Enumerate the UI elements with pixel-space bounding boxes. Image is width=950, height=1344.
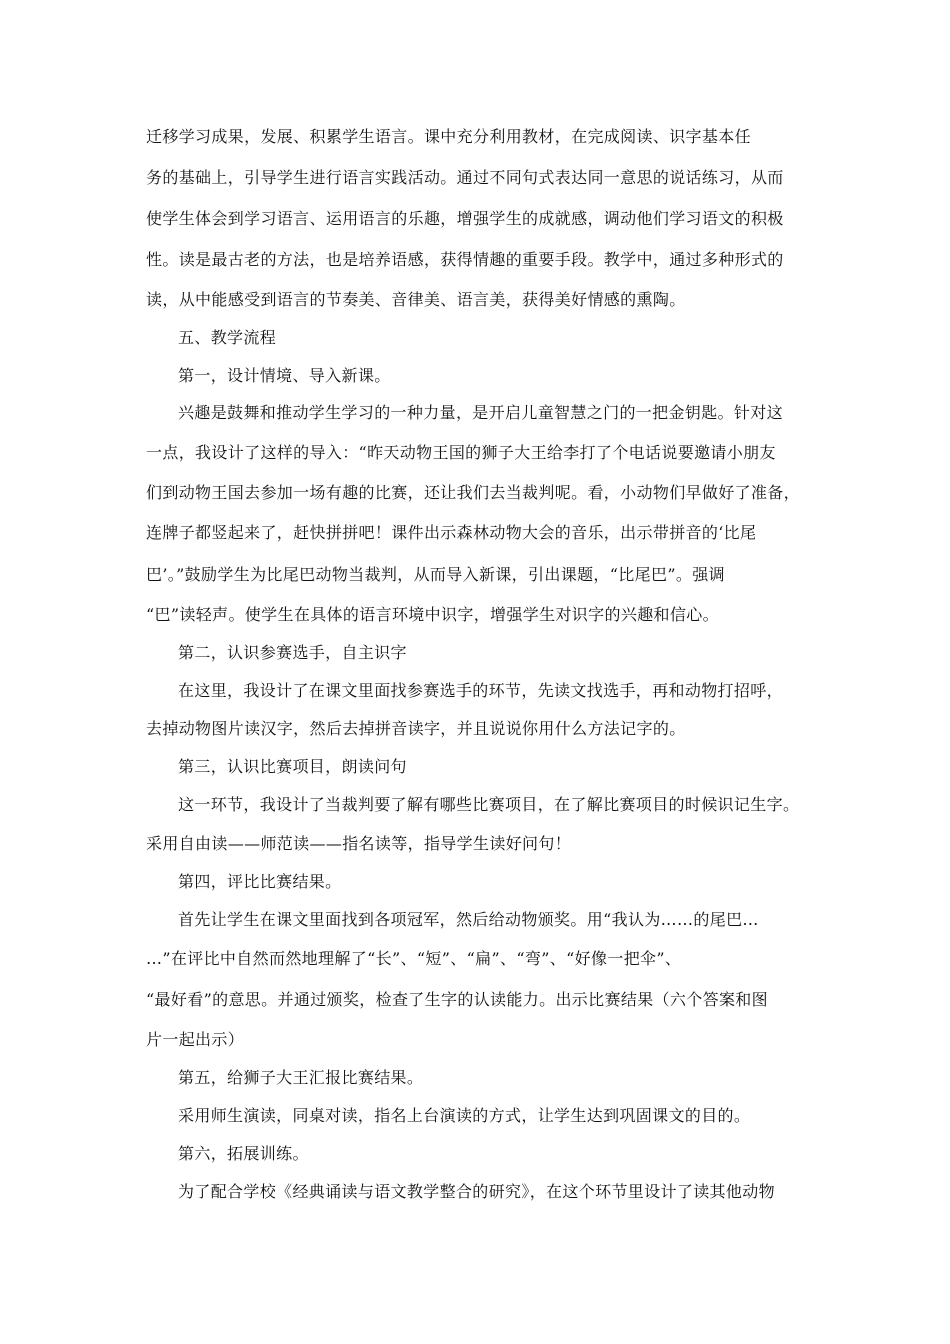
body-line: 兴趣是鼓舞和推动学生学习的一种力量，是开启儿童智慧之门的一把金钥匙。针对这 xyxy=(178,403,783,422)
body-line: 使学生体会到学习语言、运用语言的乐趣，增强学生的成就感，调动他们学习语文的积极 xyxy=(146,209,784,228)
step-heading: 第五，给狮子大王汇报比赛结果。 xyxy=(178,1068,424,1087)
step-heading: 第二，认识参赛选手，自主识字 xyxy=(178,643,407,662)
step-heading: 第六，拓展训练。 xyxy=(178,1144,309,1163)
body-line: 性。读是最古老的方法，也是培养语感，获得情趣的重要手段。教学中，通过多种形式的 xyxy=(146,250,784,269)
body-line: 为了配合学校《经典诵读与语文教学整合的研究》，在这个环节里设计了读其他动物 xyxy=(178,1182,775,1201)
body-line: 这一环节，我设计了当裁判要了解有哪些比赛项目，在了解比赛项目的时候识记生字。 xyxy=(178,795,800,814)
body-line: 采用师生演读，同桌对读，指名上台演读的方式，让学生达到巩固课文的目的。 xyxy=(178,1106,751,1125)
body-line: 们到动物王国去参加一场有趣的比赛，还让我们去当裁判呢。看，小动物们早做好了准备， xyxy=(146,483,801,502)
body-line: 采用自由读——师范读——指名读等，指导学生读好问句！ xyxy=(146,834,572,853)
step-heading: 第三，认识比赛项目，朗读问句 xyxy=(178,757,407,776)
body-line: 迁移学习成果，发展、积累学生语言。课中充分利用教材，在完成阅读、识字基本任 xyxy=(146,127,751,146)
body-line: “巴”读轻声。使学生在具体的语言环境中识字，增强学生对识字的兴趣和信心。 xyxy=(146,605,719,624)
section-heading: 五、教学流程 xyxy=(178,328,277,347)
body-line: 一点，我设计了这样的导入：“昨天动物王国的狮子大王给李打了个电话说要邀请小朋友 xyxy=(146,443,776,462)
body-line: 务的基础上，引导学生进行语言实践活动。通过不同句式表达同一意思的说话练习，从而 xyxy=(146,168,784,187)
step-heading: 第一，设计情境、导入新课。 xyxy=(178,366,391,385)
body-line: “最好看”的意思。并通过颁奖，检查了生字的认读能力。出示比赛结果（六个答案和图 xyxy=(146,990,769,1009)
body-line: …”在评比中自然而然地理解了“长”、“短”、“扁”、“弯”、“好像一把伞”、 xyxy=(146,949,682,968)
body-line: 连牌子都竖起来了，赶快拼拼吧！课件出示森林动物大会的音乐，出示带拼音的‘比尾 xyxy=(146,523,757,542)
body-line: 在这里，我设计了在课文里面找参赛选手的环节，先读文找选手，再和动物打招呼， xyxy=(178,681,783,700)
body-line: 读，从中能感受到语言的节奏美、音律美、语言美，获得美好情感的熏陶。 xyxy=(146,290,686,309)
body-line: 首先让学生在课文里面找到各项冠军，然后给动物颁奖。用“我认为……的尾巴… xyxy=(178,910,759,929)
body-line: 巴’。”鼓励学生为比尾巴动物当裁判，从而导入新课，引出课题，“比尾巴”。强调 xyxy=(146,565,725,584)
body-line: 去掉动物图片读汉字，然后去掉拼音读字，并且说说你用什么方法记字的。 xyxy=(146,719,686,738)
step-heading: 第四，评比比赛结果。 xyxy=(178,872,342,891)
body-line: 片一起出示） xyxy=(146,1030,245,1049)
